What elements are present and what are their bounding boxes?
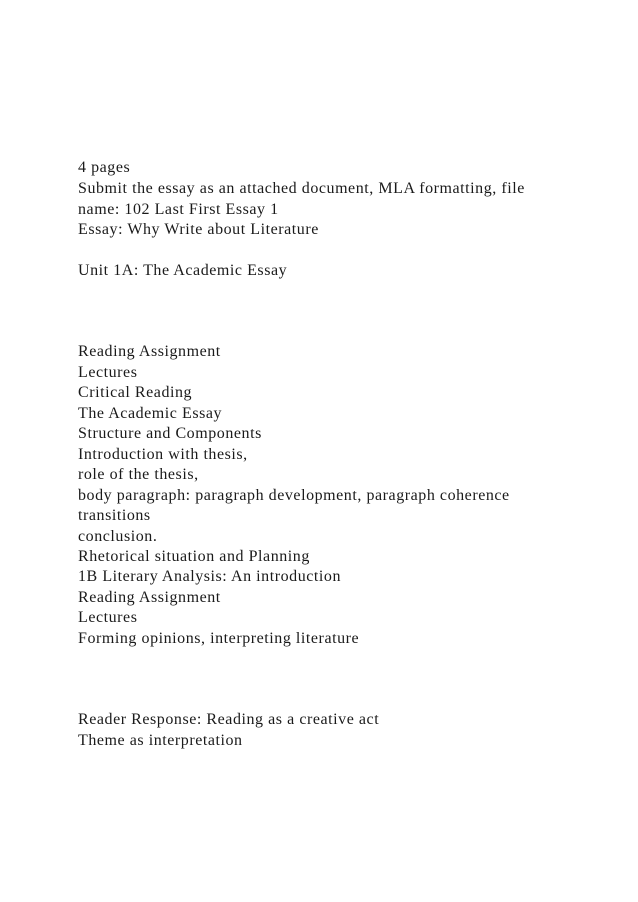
text-line: Lectures bbox=[78, 609, 138, 626]
text-line: name: 102 Last First Essay 1 bbox=[78, 201, 279, 218]
text-line: Introduction with thesis, bbox=[78, 446, 248, 463]
text-line: Reader Response: Reading as a creative act bbox=[78, 711, 380, 728]
text-line: Forming opinions, interpreting literature bbox=[78, 630, 360, 647]
text-line: Critical Reading bbox=[78, 384, 193, 401]
text-line: Unit 1A: The Academic Essay bbox=[78, 262, 288, 279]
text-line: Structure and Components bbox=[78, 425, 262, 442]
text-line: Lectures bbox=[78, 364, 138, 381]
text-line: Theme as interpretation bbox=[78, 732, 243, 749]
text-line: Reading Assignment bbox=[78, 343, 221, 360]
text-line: Submit the essay as an attached document, MLA formatting, file bbox=[78, 180, 525, 197]
text-line: The Academic Essay bbox=[78, 405, 223, 422]
text-line: conclusion. bbox=[78, 528, 158, 545]
text-line: Essay: Why Write about Literature bbox=[78, 221, 319, 238]
text-line: 4 pages bbox=[78, 159, 131, 176]
text-line: body paragraph: paragraph development, paragraph coherence bbox=[78, 487, 510, 504]
text-line: 1B Literary Analysis: An introduction bbox=[78, 568, 341, 585]
text-line: Reading Assignment bbox=[78, 589, 221, 606]
text-line: Rhetorical situation and Planning bbox=[78, 548, 310, 565]
text-line: role of the thesis, bbox=[78, 466, 199, 483]
text-line: transitions bbox=[78, 507, 151, 524]
